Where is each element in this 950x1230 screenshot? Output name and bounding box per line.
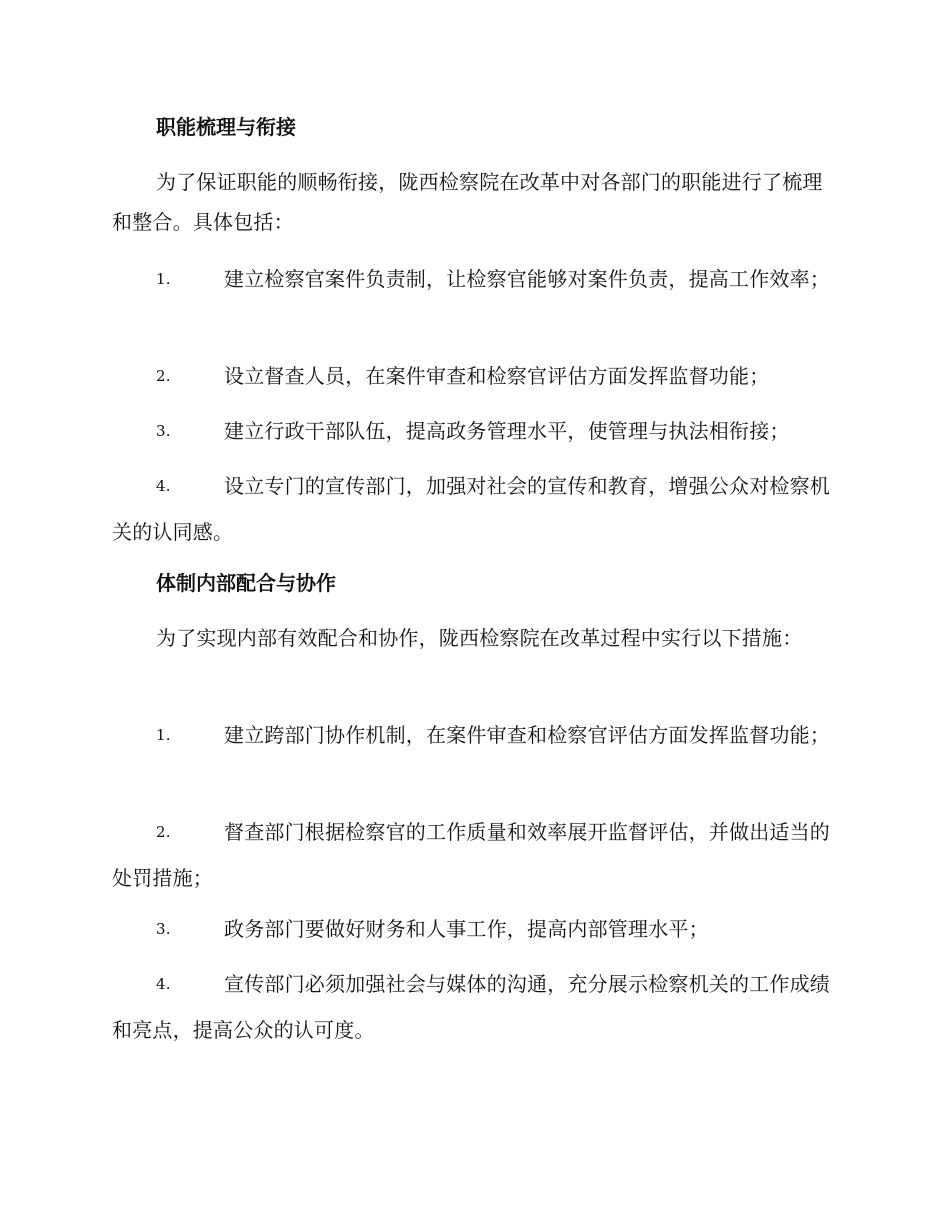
list-number: 3.	[156, 422, 171, 440]
list-text: 宣传部门必须加强社会与媒体的沟通，充分展示检察机关的工作成绩和亮点，提高公众的认可度。	[112, 972, 830, 1042]
list-number: 4.	[156, 477, 171, 495]
list-item	[112, 712, 834, 758]
list-text: 设立督查人员，在案件审查和检察官评估方面发挥监督功能；	[224, 364, 770, 388]
list-number: 4.	[156, 975, 171, 993]
list-text: 设立专门的宣传部门，加强对社会的宣传和教育，增强公众对检察机关的认同感。	[112, 474, 830, 544]
list-item	[112, 463, 834, 555]
list-item	[112, 809, 834, 901]
list-number: 3.	[156, 920, 171, 938]
section-intro: 为了保证职能的顺畅衔接，陇西检察院在改革中对各部门的职能进行了梳理和整合。具体包括：	[112, 170, 823, 234]
list-text: 建立跨部门协作机制，在案件审查和检察官评估方面发挥监督功能；	[224, 723, 830, 747]
list-item	[112, 256, 834, 302]
list-item	[112, 353, 834, 399]
section-heading: 职能梳理与衔接	[156, 115, 296, 139]
list-item	[112, 906, 834, 952]
list-number: 2.	[156, 367, 171, 385]
list-number: 1.	[156, 726, 171, 744]
section-intro: 为了实现内部有效配合和协作，陇西检察院在改革过程中实行以下措施：	[156, 626, 803, 650]
list-text: 建立检察官案件负责制，让检察官能够对案件负责，提高工作效率；	[224, 267, 830, 291]
list-number: 1.	[156, 270, 171, 288]
section-heading: 体制内部配合与协作	[156, 571, 336, 595]
list-text: 督查部门根据检察官的工作质量和效率展开监督评估，并做出适当的处罚措施；	[112, 820, 830, 890]
list-text: 建立行政干部队伍，提高政务管理水平，使管理与执法相衔接；	[224, 419, 790, 443]
list-item	[112, 408, 834, 454]
list-text: 政务部门要做好财务和人事工作，提高内部管理水平；	[224, 917, 709, 941]
list-number: 2.	[156, 823, 171, 841]
list-item	[112, 961, 834, 1053]
